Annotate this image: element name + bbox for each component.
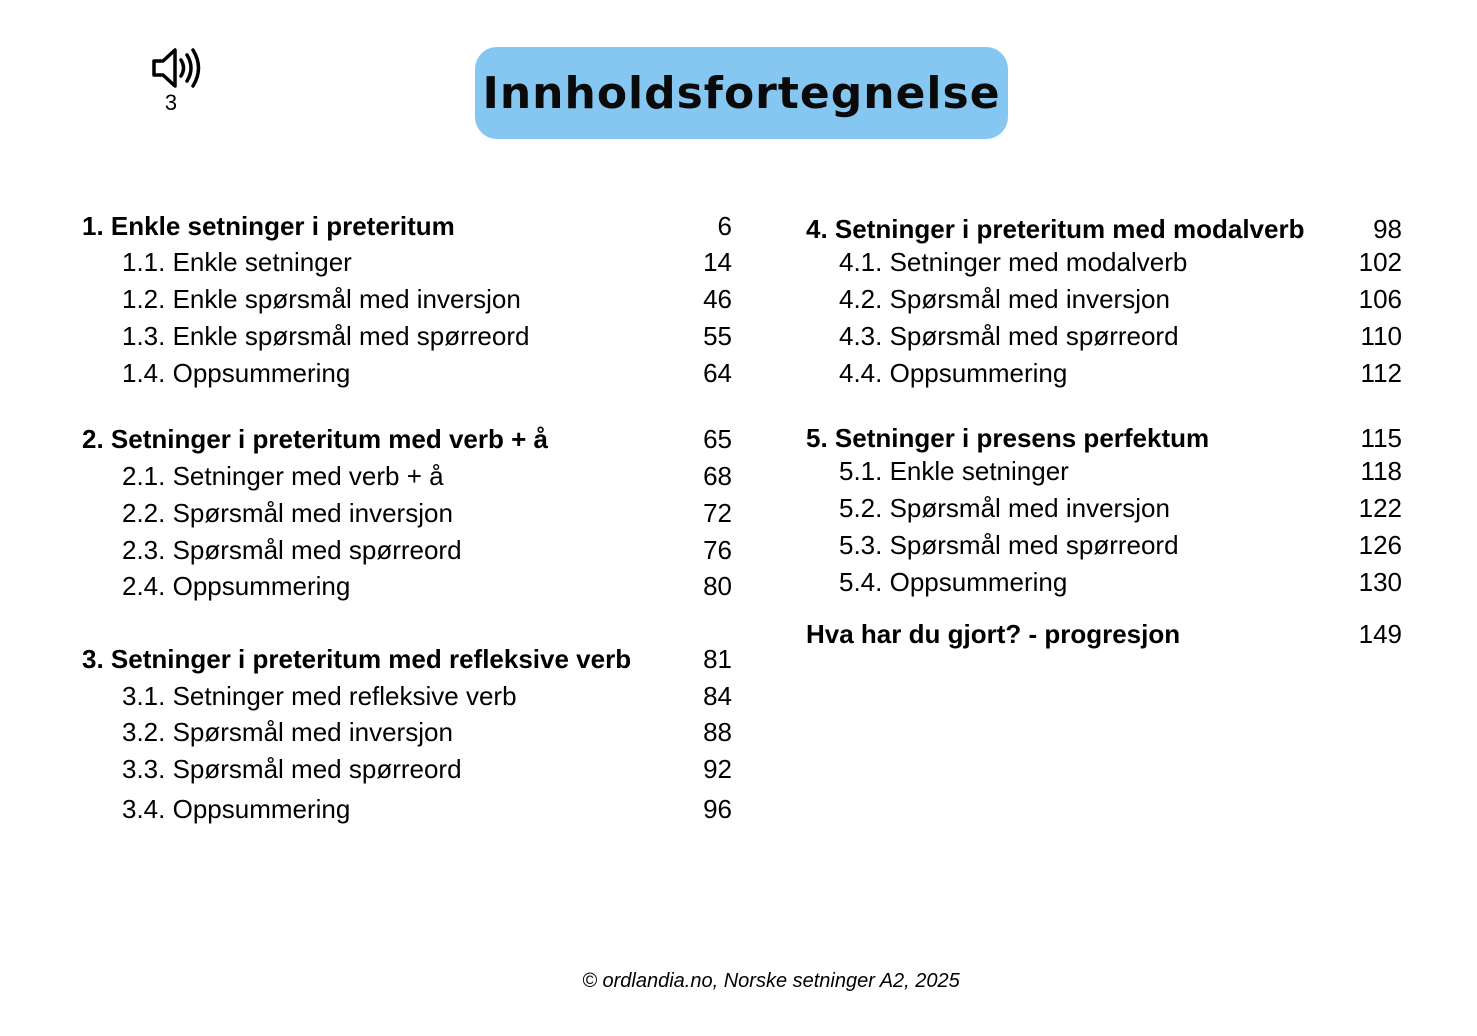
toc-entry-label: 1.2. Enkle spørsmål med inversjon [122, 284, 521, 314]
toc-entry-label: 3.1. Setninger med refleksive verb [122, 681, 517, 711]
toc-entry-label: 1.3. Enkle spørsmål med spørreord [122, 321, 530, 351]
toc-page-number: 46 [703, 284, 732, 314]
footer-copyright: © ordlandia.no, Norske setninger A2, 2025 [582, 970, 960, 992]
toc-entry-label: 2.3. Spørsmål med spørreord [122, 535, 462, 565]
toc-entry-label: 4.4. Oppsummering [839, 358, 1068, 388]
toc-page-number: 149 [1358, 619, 1402, 649]
toc-entry-label: 5.3. Spørsmål med spørreord [839, 530, 1179, 560]
toc-page-number: 65 [703, 424, 732, 454]
toc-entry-label: 2.1. Setninger med verb + å [122, 461, 444, 491]
toc-entry-label: 2.2. Spørsmål med inversjon [122, 498, 453, 528]
toc-page-number: 6 [717, 211, 732, 241]
toc-entry-label: 2.4. Oppsummering [122, 571, 351, 601]
speaker-icon [150, 46, 204, 90]
toc-page-number: 55 [703, 321, 732, 351]
toc-entry-label: 5.4. Oppsummering [839, 567, 1068, 597]
audio-button[interactable] [148, 46, 208, 116]
toc-page-number: 115 [1360, 423, 1402, 453]
toc-page-number: 98 [1373, 214, 1402, 244]
toc-page-number: 130 [1358, 567, 1402, 597]
page-title: Innholdsfortegnelse [482, 67, 1001, 119]
toc-page-number: 14 [703, 247, 732, 277]
toc-entry-label: 4. Setninger i preteritum med modalverb [806, 214, 1305, 244]
toc-page-number: 118 [1360, 456, 1402, 486]
toc-page-number: 122 [1358, 493, 1402, 523]
toc-entry-label: 5.1. Enkle setninger [839, 456, 1069, 486]
toc-entry-label: 3.4. Oppsummering [122, 794, 351, 824]
title-banner [475, 47, 1008, 139]
toc-page-number: 68 [703, 461, 732, 491]
audio-track-number: 3 [164, 90, 178, 115]
toc-page-number: 76 [703, 535, 732, 565]
toc-entry-label: Hva har du gjort? - progresjon [806, 619, 1181, 649]
toc-entry-label: 5. Setninger i presens perfektum [806, 423, 1210, 453]
toc-entry-label: 3. Setninger i preteritum med refleksive verb [82, 644, 632, 674]
toc-page-number: 64 [703, 358, 732, 388]
toc-entry-label: 2. Setninger i preteritum med verb + å [82, 424, 548, 454]
toc-page-number: 80 [703, 571, 732, 601]
toc-page-number: 72 [703, 498, 732, 528]
toc-page-number: 110 [1360, 321, 1402, 351]
toc-page-number: 96 [703, 794, 732, 824]
toc-page-number: 102 [1358, 247, 1402, 277]
toc-page-number: 84 [703, 681, 732, 711]
toc-entry-label: 5.2. Spørsmål med inversjon [839, 493, 1170, 523]
toc-page-number: 126 [1358, 530, 1402, 560]
toc-entry-label: 4.2. Spørsmål med inversjon [839, 284, 1170, 314]
toc-entry-label: 1.1. Enkle setninger [122, 247, 352, 277]
toc-entry-label: 1.4. Oppsummering [122, 358, 351, 388]
toc-page-number: 106 [1358, 284, 1402, 314]
toc-entry-label: 3.3. Spørsmål med spørreord [122, 754, 462, 784]
toc-page-number: 112 [1360, 358, 1402, 388]
toc-entry-label: 4.1. Setninger med modalverb [839, 247, 1188, 277]
toc-page-number: 92 [703, 754, 732, 784]
toc-page-number: 88 [703, 717, 732, 747]
toc-entry-label: 1. Enkle setninger i preteritum [82, 211, 455, 241]
toc-page-number: 81 [703, 644, 732, 674]
toc-entry-label: 3.2. Spørsmål med inversjon [122, 717, 453, 747]
toc-entry-label: 4.3. Spørsmål med spørreord [839, 321, 1179, 351]
